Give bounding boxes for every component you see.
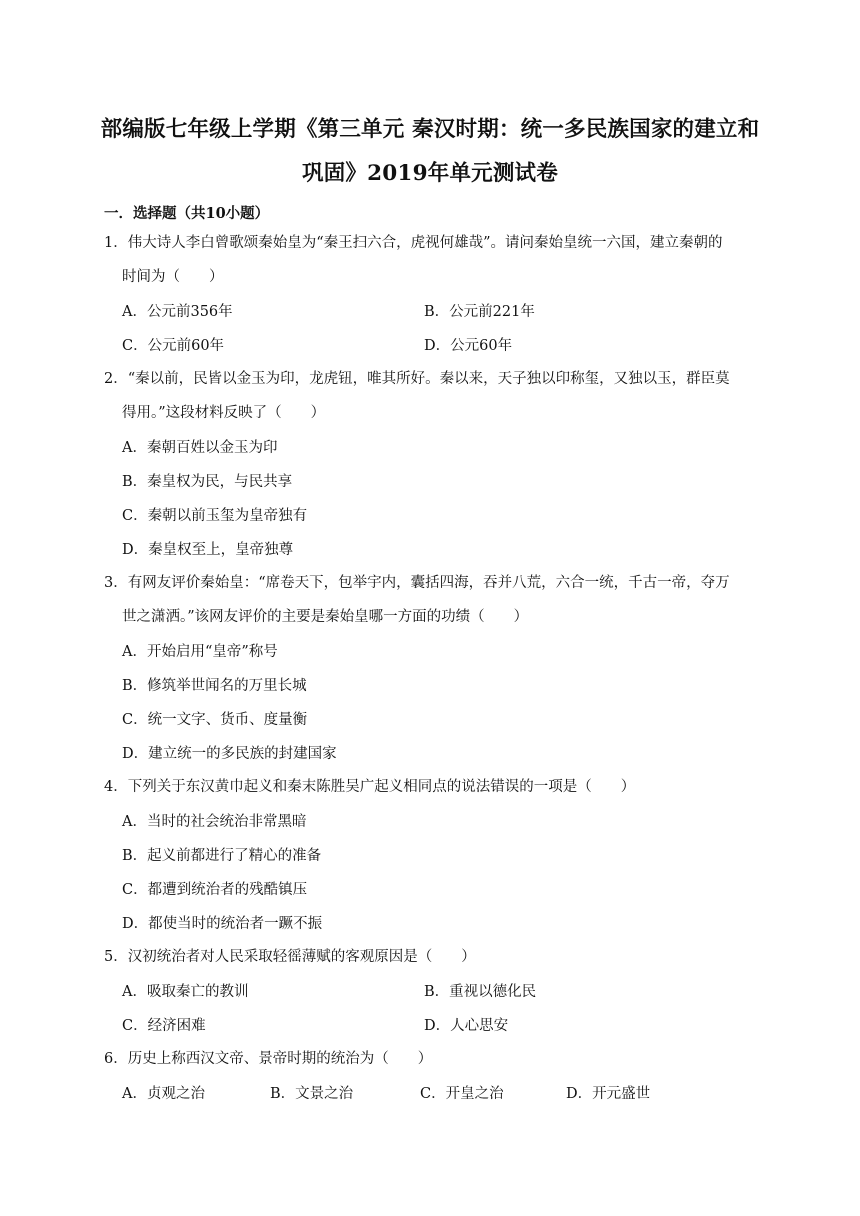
question-6-option-a: A．贞观之治 xyxy=(122,1086,205,1102)
question-3-option-d: D．建立统一的多民族的封建国家 xyxy=(122,746,337,762)
question-6-option-b: B．文景之治 xyxy=(270,1086,354,1102)
question-1-stem-line-2: 时间为（ ） xyxy=(122,269,224,285)
question-3-stem-line-2: 世之潇洒。”该网友评价的主要是秦始皇哪一方面的功绩（ ） xyxy=(122,609,529,625)
question-3-stem-line-1: 3．有网友评价秦始皇：“席卷天下，包举宇内，囊括四海，吞并八荒，六合一统，千古一帝，夺万 xyxy=(104,575,730,591)
question-3-option-a: A．开始启用“皇帝”称号 xyxy=(122,644,278,660)
question-5-stem-line-1: 5．汉初统治者对人民采取轻徭薄赋的客观原因是（ ） xyxy=(104,949,476,965)
question-4 xyxy=(104,770,764,804)
question-1 xyxy=(104,226,764,294)
question-4-option-d: D．都使当时的统治者一蹶不振 xyxy=(122,916,323,932)
question-2-option-d: D．秦皇权至上，皇帝独尊 xyxy=(122,542,294,558)
document-title-line-2: 巩固》2019年单元测试卷 xyxy=(302,161,558,186)
question-3-option-b: B．修筑举世闻名的万里长城 xyxy=(122,678,307,694)
question-6 xyxy=(104,1042,764,1076)
question-3 xyxy=(104,566,764,634)
document-title-line-1: 部编版七年级上学期《第三单元 秦汉时期：统一多民族国家的建立和 xyxy=(100,117,760,142)
question-4-option-a: A．当时的社会统治非常黑暗 xyxy=(122,814,307,830)
question-4-stem-line-1: 4．下列关于东汉黄巾起义和秦末陈胜吴广起义相同点的说法错误的一项是（ ） xyxy=(104,779,636,795)
question-6-stem-line-1: 6．历史上称西汉文帝、景帝时期的统治为（ ） xyxy=(104,1051,433,1067)
question-5-option-a: A．吸取秦亡的教训 xyxy=(122,984,249,1000)
question-2-option-a: A．秦朝百姓以金玉为印 xyxy=(122,440,278,456)
section-heading: 一．选择题（共10小题） xyxy=(104,205,270,222)
question-6-option-c: C．开皇之治 xyxy=(420,1086,504,1102)
question-1-option-d: D．公元60年 xyxy=(424,338,513,354)
question-2-stem-line-1: 2．“秦以前，民皆以金玉为印，龙虎钮，唯其所好。秦以来，天子独以印称玺，又独以玉，群臣莫 xyxy=(104,371,730,387)
question-5-option-b: B．重视以德化民 xyxy=(424,984,537,1000)
question-2 xyxy=(104,362,764,430)
question-5 xyxy=(104,940,764,974)
question-5-option-c: C．经济困难 xyxy=(122,1018,206,1034)
question-2-option-b: B．秦皇权为民，与民共享 xyxy=(122,474,293,490)
question-3-option-c: C．统一文字、货币、度量衡 xyxy=(122,712,308,728)
question-4-option-c: C．都遭到统治者的残酷镇压 xyxy=(122,882,308,898)
question-2-option-c: C．秦朝以前玉玺为皇帝独有 xyxy=(122,508,308,524)
question-5-option-d: D．人心思安 xyxy=(424,1018,509,1034)
question-2-stem-line-2: 得用。”这段材料反映了（ ） xyxy=(122,405,326,421)
question-1-option-b: B．公元前221年 xyxy=(424,304,535,320)
question-6-option-d: D．开元盛世 xyxy=(566,1086,651,1102)
question-4-option-b: B．起义前都进行了精心的准备 xyxy=(122,848,322,864)
question-1-option-a: A．公元前356年 xyxy=(122,304,233,320)
question-1-option-c: C．公元前60年 xyxy=(122,338,225,354)
question-1-stem-line-1: 1．伟大诗人李白曾歌颂秦始皇为“秦王扫六合，虎视何雄哉”。请问秦始皇统一六国，建立秦朝的 xyxy=(104,235,723,251)
